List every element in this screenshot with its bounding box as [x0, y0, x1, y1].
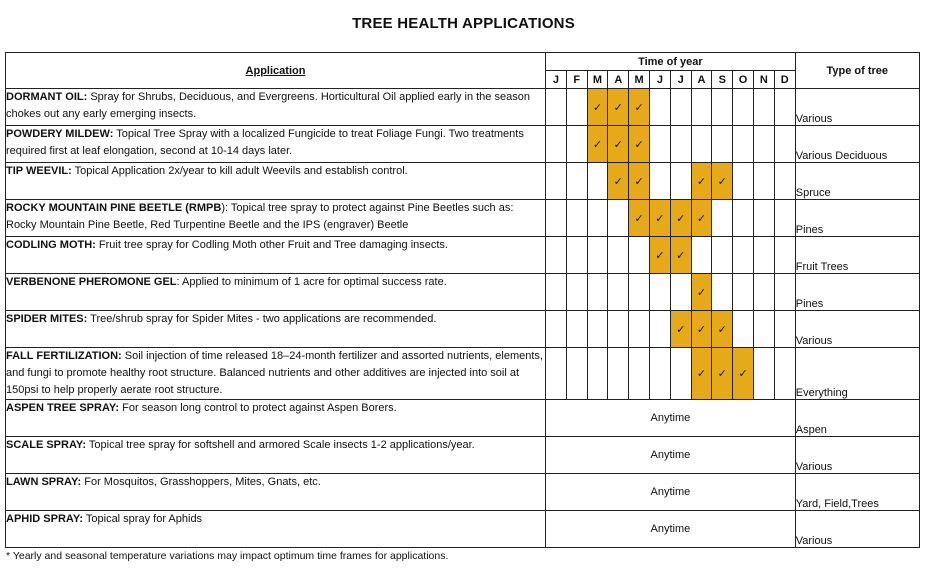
- application-name: ROCKY MOUNTAIN PINE BEETLE (RMPB: [6, 202, 222, 214]
- footnote: * Yearly and seasonal temperature variations may impact optimum time frames for applications.: [6, 550, 449, 562]
- table-row: [6, 400, 920, 437]
- month-cell-checked: ✓: [629, 126, 650, 163]
- month-cell: [774, 274, 795, 311]
- application-name: FALL FERTILIZATION:: [6, 350, 122, 362]
- table-row: [6, 163, 920, 200]
- month-cell: [587, 163, 608, 200]
- application-text: Tree/shrub spray for Spider Mites - two applications are recommended.: [87, 313, 437, 325]
- application-text: For season long control to protect against Aspen Borers.: [119, 402, 397, 414]
- anytime-cell: Anytime: [546, 400, 796, 437]
- applications-table: [5, 52, 920, 548]
- month-cell: [629, 237, 650, 274]
- application-description: [6, 511, 546, 548]
- application-name: APHID SPRAY:: [6, 513, 84, 525]
- anytime-cell: Anytime: [546, 437, 796, 474]
- month-cell-checked: ✓: [629, 200, 650, 237]
- anytime-cell: Anytime: [546, 511, 796, 548]
- month-cell: [566, 274, 587, 311]
- page-title: TREE HEALTH APPLICATIONS: [352, 15, 575, 32]
- month-cell: [753, 237, 774, 274]
- month-cell: [566, 237, 587, 274]
- application-text: Topical spray for Aphids: [83, 513, 203, 525]
- application-description: [6, 163, 546, 200]
- application-name: POWDERY MILDEW:: [6, 128, 114, 140]
- application-name: TIP WEEVIL:: [6, 165, 72, 177]
- application-text: Topical Application 2x/year to kill adult Weevils and establish control.: [71, 165, 408, 177]
- month-cell: [629, 274, 650, 311]
- application-description: [6, 474, 546, 511]
- application-header: Application: [6, 53, 546, 89]
- application-description: [6, 126, 546, 163]
- month-cell-checked: ✓: [712, 163, 733, 200]
- month-cell-checked: ✓: [587, 126, 608, 163]
- tree-type: Spruce: [795, 163, 919, 200]
- month-cell: [546, 274, 567, 311]
- table-row: [6, 237, 920, 274]
- month-cell: [608, 311, 629, 348]
- month-cell: [649, 348, 670, 400]
- application-text: Topical Tree Spray with a localized Fungicide to treat Foliage Fungi. Two treatments required first at leaf elongation, second at 10-14 days later.: [6, 128, 524, 157]
- month-cell: [691, 237, 712, 274]
- month-cell: [670, 89, 691, 126]
- month-cell: [587, 348, 608, 400]
- month-header: M: [629, 71, 650, 89]
- month-cell: [546, 237, 567, 274]
- month-cell-checked: ✓: [712, 311, 733, 348]
- month-cell-checked: ✓: [649, 200, 670, 237]
- application-name: SPIDER MITES:: [6, 313, 88, 325]
- month-cell-checked: ✓: [691, 311, 712, 348]
- month-cell: [753, 126, 774, 163]
- month-cell: [649, 89, 670, 126]
- table-row: [6, 311, 920, 348]
- application-text: Fruit tree spray for Codling Moth other Fruit and Tree damaging insects.: [95, 239, 448, 251]
- month-cell: [753, 89, 774, 126]
- month-header: M: [587, 71, 608, 89]
- month-header: D: [774, 71, 795, 89]
- month-cell: [774, 89, 795, 126]
- application-name: LAWN SPRAY:: [6, 476, 82, 488]
- application-name: ASPEN TREE SPRAY:: [6, 402, 120, 414]
- month-header: F: [566, 71, 587, 89]
- month-cell-checked: ✓: [712, 348, 733, 400]
- month-header: O: [733, 71, 754, 89]
- tree-type: Pines: [795, 274, 919, 311]
- month-cell-checked: ✓: [691, 274, 712, 311]
- month-header: A: [608, 71, 629, 89]
- application-text: For Mosquitos, Grasshoppers, Mites, Gnats, etc.: [81, 476, 321, 488]
- month-cell: [774, 348, 795, 400]
- tree-type: Pines: [795, 200, 919, 237]
- month-cell: [733, 200, 754, 237]
- application-name: VERBENONE PHEROMONE GEL: [6, 276, 177, 288]
- month-cell: [566, 163, 587, 200]
- table-row: [6, 474, 920, 511]
- month-cell: [691, 126, 712, 163]
- table-body: [6, 89, 920, 548]
- application-text: Spray for Shrubs, Deciduous, and Evergreens. Horticultural Oil applied early in the season chokes out any early emerging insects.: [6, 91, 530, 120]
- month-cell: [774, 163, 795, 200]
- month-cell-checked: ✓: [649, 237, 670, 274]
- month-cell: [712, 200, 733, 237]
- month-cell-checked: ✓: [608, 163, 629, 200]
- month-cell-checked: ✓: [608, 89, 629, 126]
- month-cell: [608, 274, 629, 311]
- tree-type: Various Deciduous: [795, 126, 919, 163]
- table-row: [6, 437, 920, 474]
- month-cell: [587, 311, 608, 348]
- month-cell: [546, 126, 567, 163]
- table-row: [6, 89, 920, 126]
- month-header: J: [649, 71, 670, 89]
- tree-type: Aspen: [795, 400, 919, 437]
- application-text: ): Topical tree spray to protect against Pine Beetles such as: Rocky Mountain Pine Beetle, Red Turpentine Beetle and the IPS (engraver) Beetle: [6, 202, 514, 231]
- tree-type: Various: [795, 89, 919, 126]
- month-cell: [649, 311, 670, 348]
- table-row: [6, 126, 920, 163]
- month-cell: [546, 348, 567, 400]
- month-cell: [753, 200, 774, 237]
- month-cell: [774, 237, 795, 274]
- month-cell: [566, 348, 587, 400]
- application-name: SCALE SPRAY:: [6, 439, 87, 451]
- month-cell: [733, 126, 754, 163]
- anytime-cell: Anytime: [546, 474, 796, 511]
- table-row: [6, 348, 920, 400]
- month-cell: [629, 348, 650, 400]
- month-cell: [546, 163, 567, 200]
- tree-type: Fruit Trees: [795, 237, 919, 274]
- month-cell: [774, 311, 795, 348]
- application-text: Topical tree spray for softshell and armored Scale insects 1-2 applications/year.: [86, 439, 475, 451]
- month-cell: [608, 200, 629, 237]
- month-header: N: [753, 71, 774, 89]
- month-cell-checked: ✓: [670, 237, 691, 274]
- month-header: A: [691, 71, 712, 89]
- month-cell: [566, 126, 587, 163]
- type-of-tree-header: Type of tree: [795, 53, 919, 89]
- month-cell: [753, 163, 774, 200]
- month-cell-checked: ✓: [629, 89, 650, 126]
- application-text: : Applied to minimum of 1 acre for optimal success rate.: [176, 276, 447, 288]
- month-cell-checked: ✓: [629, 163, 650, 200]
- tree-type: Various: [795, 311, 919, 348]
- month-cell: [691, 89, 712, 126]
- month-cell: [733, 163, 754, 200]
- month-cell: [733, 311, 754, 348]
- application-description: [6, 89, 546, 126]
- month-cell-checked: ✓: [691, 200, 712, 237]
- application-description: [6, 274, 546, 311]
- month-header: S: [712, 71, 733, 89]
- tree-type: Various: [795, 511, 919, 548]
- month-cell: [649, 274, 670, 311]
- month-cell-checked: ✓: [587, 89, 608, 126]
- table-row: [6, 200, 920, 237]
- tree-type: Everything: [795, 348, 919, 400]
- month-cell-checked: ✓: [733, 348, 754, 400]
- month-cell: [712, 89, 733, 126]
- month-cell: [649, 163, 670, 200]
- month-cell: [587, 200, 608, 237]
- month-cell-checked: ✓: [608, 126, 629, 163]
- month-cell: [566, 89, 587, 126]
- month-cell: [546, 311, 567, 348]
- month-cell: [753, 311, 774, 348]
- month-cell: [670, 163, 691, 200]
- month-cell: [587, 274, 608, 311]
- month-cell: [712, 126, 733, 163]
- month-cell: [649, 126, 670, 163]
- application-description: [6, 437, 546, 474]
- month-header: J: [546, 71, 567, 89]
- table-row: [6, 274, 920, 311]
- application-text: Soil injection of time released 18–24-month fertilizer and assorted nutrients, elements, and fungi to promote healthy root structure. Balanced nutrients and other additives are injected into soil at 150psi to help properly aerate root structure.: [6, 350, 543, 396]
- month-cell: [670, 274, 691, 311]
- time-of-year-header: Time of year: [546, 53, 796, 71]
- month-cell: [733, 274, 754, 311]
- month-cell: [774, 200, 795, 237]
- month-cell: [712, 274, 733, 311]
- month-cell-checked: ✓: [670, 311, 691, 348]
- month-cell: [608, 348, 629, 400]
- tree-type: Yard, Field,Trees: [795, 474, 919, 511]
- month-header: J: [670, 71, 691, 89]
- month-cell: [712, 237, 733, 274]
- month-cell: [608, 237, 629, 274]
- month-cell: [670, 126, 691, 163]
- month-cell: [670, 348, 691, 400]
- month-cell: [566, 311, 587, 348]
- application-description: [6, 237, 546, 274]
- application-name: CODLING MOTH:: [6, 239, 96, 251]
- month-cell-checked: ✓: [691, 348, 712, 400]
- month-cell: [753, 348, 774, 400]
- table-row: [6, 511, 920, 548]
- month-cell: [733, 89, 754, 126]
- application-description: [6, 311, 546, 348]
- month-cell: [629, 311, 650, 348]
- tree-type: Various: [795, 437, 919, 474]
- month-cell-checked: ✓: [691, 163, 712, 200]
- application-description: [6, 348, 546, 400]
- month-cell: [774, 126, 795, 163]
- month-cell-checked: ✓: [670, 200, 691, 237]
- application-description: [6, 200, 546, 237]
- month-cell: [733, 237, 754, 274]
- month-cell: [546, 89, 567, 126]
- month-cell: [587, 237, 608, 274]
- month-cell: [566, 200, 587, 237]
- application-description: [6, 400, 546, 437]
- month-cell: [546, 200, 567, 237]
- application-name: DORMANT OIL:: [6, 91, 88, 103]
- month-cell: [753, 274, 774, 311]
